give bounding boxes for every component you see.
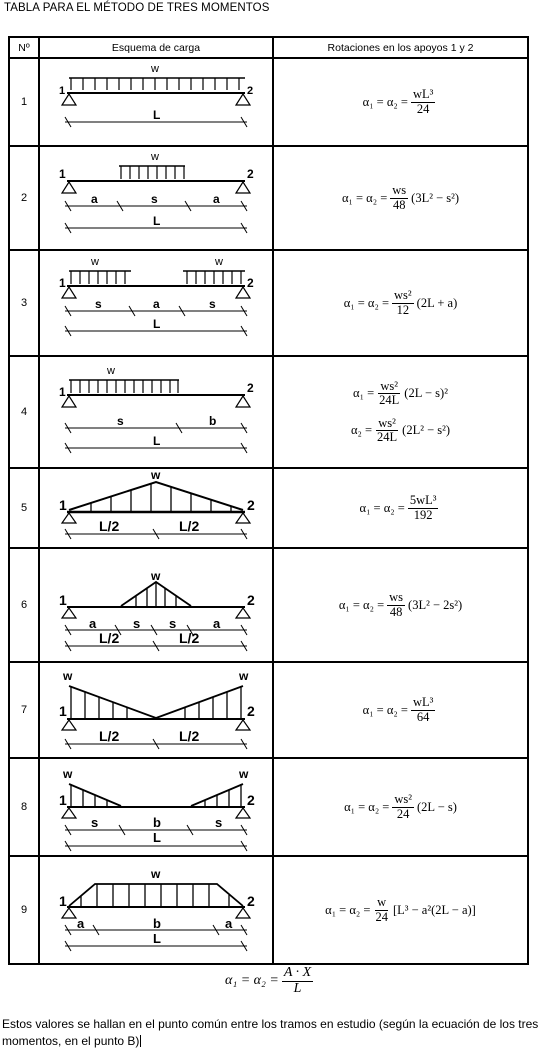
table-row bbox=[9, 356, 528, 468]
svg-text:w: w bbox=[151, 569, 161, 583]
svg-text:s: s bbox=[215, 815, 223, 830]
svg-text:2: 2 bbox=[247, 167, 254, 181]
rotation-formula: α₁ = α₂ = $\frac{\text{wL³}}{64}$ bbox=[273, 662, 528, 758]
udl-arrows bbox=[71, 78, 239, 90]
triangular-load bbox=[69, 482, 243, 510]
svg-text:1: 1 bbox=[59, 592, 67, 608]
svg-text:w: w bbox=[151, 151, 159, 163]
svg-text:2: 2 bbox=[247, 792, 255, 808]
svg-text:b: b bbox=[209, 414, 217, 428]
svg-text:2: 2 bbox=[247, 703, 255, 719]
svg-text:1: 1 bbox=[59, 385, 66, 399]
svg-text:a: a bbox=[77, 916, 85, 931]
svg-text:a: a bbox=[89, 616, 97, 631]
svg-text:1: 1 bbox=[59, 167, 66, 181]
explanatory-note[interactable]: Estos valores se hallan en el punto común entre los tramos en estudio (según la ecuación de los tres momentos, en el punto B) bbox=[2, 1017, 539, 1048]
rotation-formula: α₁ = α₂ = $\frac{ws}{48}$ (3L² − s²) bbox=[273, 146, 528, 250]
row-number: 2 bbox=[9, 146, 39, 250]
load-diagram bbox=[39, 250, 273, 356]
table-row bbox=[9, 548, 528, 662]
label-L: L bbox=[153, 108, 161, 122]
svg-text:L: L bbox=[153, 931, 161, 946]
col-header-rotations: Rotaciones en los apoyos 1 y 2 bbox=[273, 37, 528, 58]
col-header-number: Nº bbox=[9, 37, 39, 58]
svg-text:b: b bbox=[153, 815, 161, 830]
rotation-formula: α₁ = $\frac{\text{ws²}}{24L}$ (2L − s)² α₂ = $\frac{\text{ws²}}{24L}$ (2L² − s²) bbox=[273, 356, 528, 468]
general-rotation-equation: α₁ = α₂ = $\frac{A \cdot X}{L}$ bbox=[225, 965, 312, 996]
table-row bbox=[9, 758, 528, 856]
svg-text:a: a bbox=[213, 616, 221, 631]
row-number: 6 bbox=[9, 548, 39, 662]
svg-text:L/2: L/2 bbox=[179, 630, 200, 646]
table-row bbox=[9, 58, 528, 146]
svg-text:w: w bbox=[63, 669, 73, 683]
svg-text:w: w bbox=[239, 669, 249, 683]
svg-text:w: w bbox=[91, 256, 99, 268]
svg-text:s: s bbox=[169, 616, 177, 631]
row-number: 1 bbox=[9, 58, 39, 146]
svg-text:1: 1 bbox=[59, 893, 67, 909]
table-row bbox=[9, 250, 528, 356]
svg-text:w: w bbox=[239, 767, 249, 781]
table-row bbox=[9, 662, 528, 758]
rotation-formula: α₁ = α₂ = $\frac{\text{5wL³}}{192}$ bbox=[273, 468, 528, 548]
svg-text:2: 2 bbox=[247, 276, 254, 290]
rotation-formula: α₁ = α₂ = $\frac{\text{ws²}}{24}$ (2L − s) bbox=[273, 758, 528, 856]
row-number: 4 bbox=[9, 356, 39, 468]
table-row bbox=[9, 468, 528, 548]
rotation-formula: α₁ = α₂ = $\frac{\text{wL³}}{24}$ bbox=[273, 58, 528, 146]
trapezoidal-load bbox=[69, 884, 243, 906]
svg-text:L/2: L/2 bbox=[179, 728, 200, 744]
svg-text:s: s bbox=[91, 815, 99, 830]
svg-text:2: 2 bbox=[247, 381, 254, 395]
svg-text:a: a bbox=[91, 192, 98, 206]
svg-text:L/2: L/2 bbox=[99, 728, 120, 744]
svg-text:L/2: L/2 bbox=[99, 518, 120, 534]
svg-text:L/2: L/2 bbox=[179, 518, 200, 534]
three-moments-table bbox=[8, 36, 529, 965]
svg-text:L: L bbox=[153, 214, 161, 228]
svg-text:L: L bbox=[153, 434, 161, 448]
svg-text:L: L bbox=[153, 317, 161, 331]
row-number: 9 bbox=[9, 856, 39, 964]
load-diagram bbox=[39, 662, 273, 758]
svg-text:s: s bbox=[209, 297, 216, 311]
svg-text:2: 2 bbox=[247, 592, 255, 608]
label-w: w bbox=[151, 63, 159, 75]
svg-text:1: 1 bbox=[59, 497, 67, 513]
rotation-formula: α₁ = α₂ = $\frac{ws}{48}$ (3L² − 2s²) bbox=[273, 548, 528, 662]
svg-text:w: w bbox=[151, 867, 161, 881]
svg-text:1: 1 bbox=[59, 276, 66, 290]
svg-text:w: w bbox=[215, 256, 223, 268]
load-diagram bbox=[39, 146, 273, 250]
svg-text:2: 2 bbox=[247, 893, 255, 909]
svg-text:w: w bbox=[107, 365, 115, 377]
load-diagram bbox=[39, 58, 273, 146]
svg-text:L/2: L/2 bbox=[99, 630, 120, 646]
load-diagram bbox=[39, 356, 273, 468]
table-row bbox=[9, 146, 528, 250]
load-diagram bbox=[39, 758, 273, 856]
svg-text:s: s bbox=[95, 297, 102, 311]
svg-text:s: s bbox=[151, 192, 158, 206]
svg-text:s: s bbox=[117, 414, 124, 428]
svg-text:L: L bbox=[153, 830, 161, 845]
row-number: 5 bbox=[9, 468, 39, 548]
svg-text:a: a bbox=[213, 192, 220, 206]
support-2-label: 2 bbox=[247, 85, 254, 97]
table-header-row bbox=[9, 37, 528, 58]
svg-text:w: w bbox=[151, 470, 161, 482]
svg-text:1: 1 bbox=[59, 703, 67, 719]
svg-text:w: w bbox=[63, 767, 73, 781]
svg-text:1: 1 bbox=[59, 792, 67, 808]
rotation-formula: α₁ = α₂ = $\frac{w}{24}$ [L³ − a²(2L − a)] bbox=[273, 856, 528, 964]
load-diagram bbox=[39, 548, 273, 662]
text-cursor bbox=[140, 1035, 141, 1047]
load-diagram bbox=[39, 468, 273, 548]
svg-text:2: 2 bbox=[247, 497, 255, 513]
row-number: 8 bbox=[9, 758, 39, 856]
svg-text:s: s bbox=[133, 616, 141, 631]
load-diagram bbox=[39, 856, 273, 964]
rotation-formula: α₁ = α₂ = $\frac{\text{ws²}}{12}$ (2L + a) bbox=[273, 250, 528, 356]
col-header-load-scheme: Esquema de carga bbox=[39, 37, 273, 58]
support-1-label: 1 bbox=[59, 85, 66, 97]
svg-text:a: a bbox=[153, 297, 160, 311]
table-row bbox=[9, 856, 528, 964]
svg-text:b: b bbox=[153, 916, 161, 931]
row-number: 7 bbox=[9, 662, 39, 758]
page-title: TABLA PARA EL MÉTODO DE TRES MOMENTOS bbox=[4, 2, 270, 14]
svg-text:a: a bbox=[225, 916, 233, 931]
row-number: 3 bbox=[9, 250, 39, 356]
